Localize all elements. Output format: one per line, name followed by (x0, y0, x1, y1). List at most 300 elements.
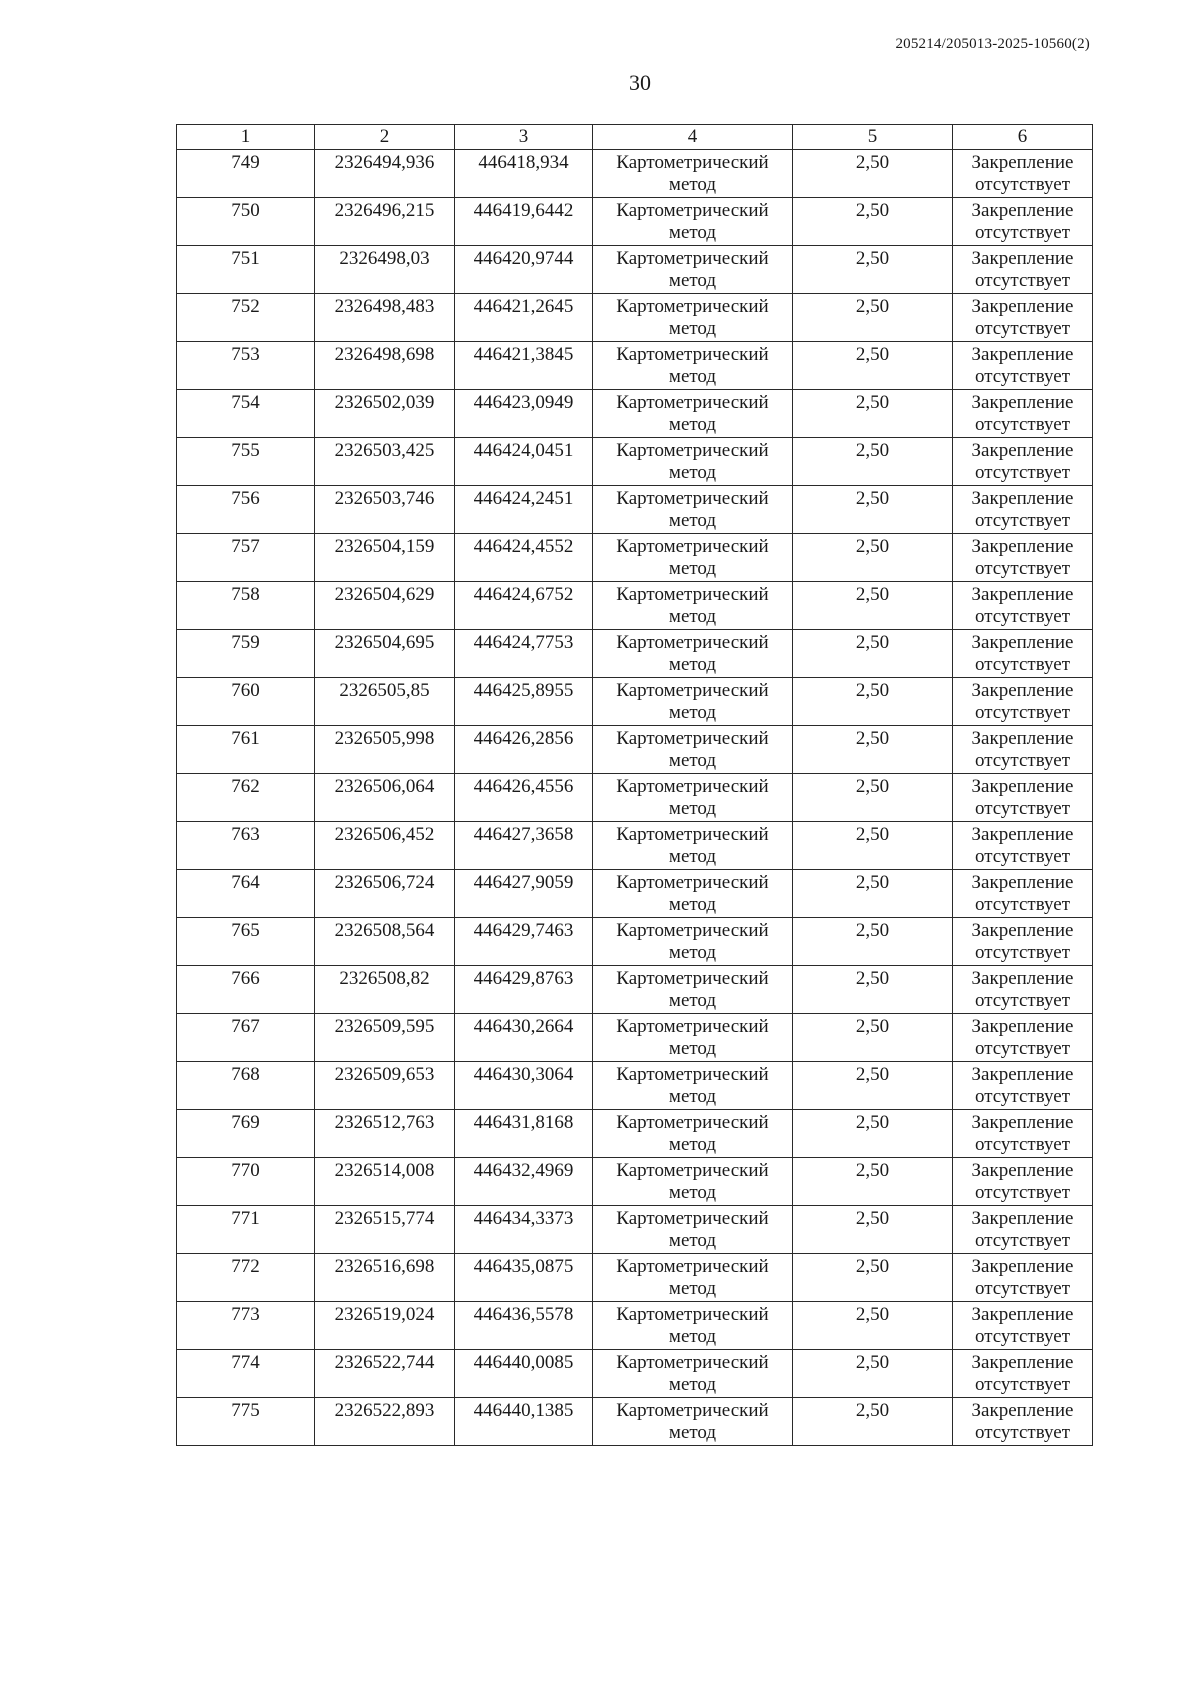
method-cell (593, 1302, 793, 1350)
method-line-1: Картометрический (616, 1112, 769, 1133)
table-body (177, 150, 1093, 1446)
fixing-line-2: отсутствует (974, 1374, 1071, 1395)
fixing-line-1: Закрепление (971, 1160, 1074, 1181)
x-coordinate-cell: 2326509,595 (315, 1014, 455, 1062)
fixing-cell (953, 1350, 1093, 1398)
point-number-cell: 755 (177, 438, 315, 486)
table-header (177, 125, 1093, 150)
method-line-2: метод (668, 1134, 717, 1155)
method-line-2: метод (668, 270, 717, 291)
fixing-line-1: Закрепление (971, 1352, 1074, 1373)
fixing-line-1: Закрепление (971, 824, 1074, 845)
method-line-1: Картометрический (616, 776, 769, 797)
x-coordinate-cell: 2326506,724 (315, 870, 455, 918)
fixing-line-2: отсутствует (974, 414, 1071, 435)
fixing-line-2: отсутствует (974, 1182, 1071, 1203)
table-row (177, 198, 1093, 246)
x-coordinate-cell: 2326508,82 (315, 966, 455, 1014)
method-cell (593, 1350, 793, 1398)
accuracy-cell: 2,50 (793, 534, 953, 582)
y-coordinate-cell: 446429,8763 (455, 966, 593, 1014)
method-line-2: метод (668, 414, 717, 435)
method-line-2: метод (668, 990, 717, 1011)
point-number-cell: 770 (177, 1158, 315, 1206)
y-coordinate-cell: 446419,6442 (455, 198, 593, 246)
method-line-2: метод (668, 942, 717, 963)
method-cell (593, 966, 793, 1014)
method-line-1: Картометрический (616, 296, 769, 317)
y-coordinate-cell: 446424,4552 (455, 534, 593, 582)
method-line-1: Картометрический (616, 1400, 769, 1421)
fixing-line-1: Закрепление (971, 872, 1074, 893)
column-header: 4 (593, 125, 793, 150)
accuracy-cell: 2,50 (793, 1302, 953, 1350)
point-number-cell: 759 (177, 630, 315, 678)
fixing-cell (953, 582, 1093, 630)
coordinates-table (176, 124, 1093, 1446)
table-row (177, 1062, 1093, 1110)
point-number-cell: 767 (177, 1014, 315, 1062)
method-line-2: метод (668, 462, 717, 483)
point-number-cell: 750 (177, 198, 315, 246)
method-line-2: метод (668, 654, 717, 675)
y-coordinate-cell: 446434,3373 (455, 1206, 593, 1254)
method-cell (593, 342, 793, 390)
header-row (177, 125, 1093, 150)
table-row (177, 246, 1093, 294)
point-number-cell: 754 (177, 390, 315, 438)
method-cell (593, 438, 793, 486)
fixing-cell (953, 630, 1093, 678)
fixing-line-1: Закрепление (971, 1064, 1074, 1085)
method-line-2: метод (668, 1086, 717, 1107)
fixing-cell (953, 1158, 1093, 1206)
method-cell (593, 390, 793, 438)
method-cell (593, 678, 793, 726)
fixing-line-1: Закрепление (971, 920, 1074, 941)
method-cell (593, 1158, 793, 1206)
table-row (177, 486, 1093, 534)
accuracy-cell: 2,50 (793, 390, 953, 438)
point-number-cell: 762 (177, 774, 315, 822)
x-coordinate-cell: 2326504,159 (315, 534, 455, 582)
x-coordinate-cell: 2326498,03 (315, 246, 455, 294)
method-line-2: метод (668, 1374, 717, 1395)
x-coordinate-cell: 2326505,998 (315, 726, 455, 774)
accuracy-cell: 2,50 (793, 1254, 953, 1302)
point-number-cell: 772 (177, 1254, 315, 1302)
fixing-line-1: Закрепление (971, 1304, 1074, 1325)
fixing-cell (953, 246, 1093, 294)
table-row (177, 1206, 1093, 1254)
fixing-line-2: отсутствует (974, 606, 1071, 627)
y-coordinate-cell: 446423,0949 (455, 390, 593, 438)
fixing-line-1: Закрепление (971, 344, 1074, 365)
y-coordinate-cell: 446427,9059 (455, 870, 593, 918)
y-coordinate-cell: 446435,0875 (455, 1254, 593, 1302)
method-cell (593, 726, 793, 774)
y-coordinate-cell: 446421,3845 (455, 342, 593, 390)
point-number-cell: 763 (177, 822, 315, 870)
point-number-cell: 771 (177, 1206, 315, 1254)
fixing-line-2: отсутствует (974, 990, 1071, 1011)
method-cell (593, 918, 793, 966)
fixing-line-2: отсутствует (974, 750, 1071, 771)
x-coordinate-cell: 2326505,85 (315, 678, 455, 726)
point-number-cell: 751 (177, 246, 315, 294)
fixing-cell (953, 918, 1093, 966)
table-row (177, 150, 1093, 198)
method-cell (593, 822, 793, 870)
y-coordinate-cell: 446424,6752 (455, 582, 593, 630)
accuracy-cell: 2,50 (793, 726, 953, 774)
point-number-cell: 749 (177, 150, 315, 198)
point-number-cell: 764 (177, 870, 315, 918)
method-line-1: Картометрический (616, 824, 769, 845)
method-line-2: метод (668, 606, 717, 627)
fixing-cell (953, 1110, 1093, 1158)
y-coordinate-cell: 446430,2664 (455, 1014, 593, 1062)
y-coordinate-cell: 446440,1385 (455, 1398, 593, 1446)
accuracy-cell: 2,50 (793, 294, 953, 342)
table-row (177, 534, 1093, 582)
accuracy-cell: 2,50 (793, 918, 953, 966)
fixing-line-2: отсутствует (974, 1230, 1071, 1251)
method-line-1: Картометрический (616, 392, 769, 413)
fixing-line-1: Закрепление (971, 632, 1074, 653)
table-row (177, 582, 1093, 630)
method-line-1: Картометрический (616, 680, 769, 701)
point-number-cell: 775 (177, 1398, 315, 1446)
method-line-2: метод (668, 558, 717, 579)
method-line-1: Картометрический (616, 200, 769, 221)
column-header: 5 (793, 125, 953, 150)
method-line-1: Картометрический (616, 248, 769, 269)
fixing-cell (953, 1206, 1093, 1254)
fixing-cell (953, 870, 1093, 918)
method-line-1: Картометрический (616, 152, 769, 173)
table-row (177, 1014, 1093, 1062)
table-row (177, 726, 1093, 774)
y-coordinate-cell: 446427,3658 (455, 822, 593, 870)
method-line-1: Картометрический (616, 536, 769, 557)
accuracy-cell: 2,50 (793, 342, 953, 390)
y-coordinate-cell: 446426,4556 (455, 774, 593, 822)
y-coordinate-cell: 446426,2856 (455, 726, 593, 774)
point-number-cell: 774 (177, 1350, 315, 1398)
x-coordinate-cell: 2326504,695 (315, 630, 455, 678)
y-coordinate-cell: 446420,9744 (455, 246, 593, 294)
accuracy-cell: 2,50 (793, 150, 953, 198)
fixing-line-1: Закрепление (971, 392, 1074, 413)
fixing-cell (953, 966, 1093, 1014)
fixing-line-1: Закрепление (971, 488, 1074, 509)
accuracy-cell: 2,50 (793, 1014, 953, 1062)
method-cell (593, 486, 793, 534)
table-row (177, 1302, 1093, 1350)
method-cell (593, 774, 793, 822)
accuracy-cell: 2,50 (793, 870, 953, 918)
y-coordinate-cell: 446424,0451 (455, 438, 593, 486)
fixing-line-1: Закрепление (971, 200, 1074, 221)
column-header: 2 (315, 125, 455, 150)
point-number-cell: 757 (177, 534, 315, 582)
accuracy-cell: 2,50 (793, 486, 953, 534)
table-row (177, 822, 1093, 870)
fixing-line-2: отсутствует (974, 318, 1071, 339)
fixing-line-1: Закрепление (971, 296, 1074, 317)
fixing-line-2: отсутствует (974, 798, 1071, 819)
x-coordinate-cell: 2326494,936 (315, 150, 455, 198)
x-coordinate-cell: 2326502,039 (315, 390, 455, 438)
method-line-1: Картометрический (616, 872, 769, 893)
fixing-line-1: Закрепление (971, 584, 1074, 605)
table-row (177, 966, 1093, 1014)
y-coordinate-cell: 446429,7463 (455, 918, 593, 966)
method-line-1: Картометрический (616, 632, 769, 653)
fixing-cell (953, 1302, 1093, 1350)
y-coordinate-cell: 446440,0085 (455, 1350, 593, 1398)
method-line-2: метод (668, 702, 717, 723)
method-cell (593, 870, 793, 918)
fixing-cell (953, 774, 1093, 822)
point-number-cell: 765 (177, 918, 315, 966)
accuracy-cell: 2,50 (793, 198, 953, 246)
fixing-line-1: Закрепление (971, 680, 1074, 701)
table-row (177, 678, 1093, 726)
method-cell (593, 1014, 793, 1062)
fixing-cell (953, 294, 1093, 342)
accuracy-cell: 2,50 (793, 630, 953, 678)
method-line-1: Картометрический (616, 488, 769, 509)
point-number-cell: 756 (177, 486, 315, 534)
x-coordinate-cell: 2326498,483 (315, 294, 455, 342)
fixing-line-2: отсутствует (974, 270, 1071, 291)
accuracy-cell: 2,50 (793, 1350, 953, 1398)
table-row (177, 918, 1093, 966)
method-line-2: метод (668, 798, 717, 819)
fixing-cell (953, 534, 1093, 582)
accuracy-cell: 2,50 (793, 678, 953, 726)
method-cell (593, 198, 793, 246)
method-line-2: метод (668, 1038, 717, 1059)
table-row (177, 1398, 1093, 1446)
method-line-2: метод (668, 174, 717, 195)
table-row (177, 1110, 1093, 1158)
fixing-cell (953, 486, 1093, 534)
accuracy-cell: 2,50 (793, 582, 953, 630)
method-line-2: метод (668, 1230, 717, 1251)
x-coordinate-cell: 2326506,064 (315, 774, 455, 822)
method-line-1: Картометрический (616, 1016, 769, 1037)
method-line-1: Картометрический (616, 1064, 769, 1085)
method-cell (593, 1254, 793, 1302)
method-line-2: метод (668, 846, 717, 867)
fixing-cell (953, 390, 1093, 438)
table-row (177, 774, 1093, 822)
fixing-line-1: Закрепление (971, 776, 1074, 797)
x-coordinate-cell: 2326512,763 (315, 1110, 455, 1158)
method-line-2: метод (668, 894, 717, 915)
method-line-2: метод (668, 222, 717, 243)
fixing-line-1: Закрепление (971, 152, 1074, 173)
y-coordinate-cell: 446418,934 (455, 150, 593, 198)
fixing-cell (953, 1062, 1093, 1110)
method-line-2: метод (668, 1278, 717, 1299)
fixing-line-2: отсутствует (974, 366, 1071, 387)
fixing-line-2: отсутствует (974, 510, 1071, 531)
table-row (177, 870, 1093, 918)
fixing-line-1: Закрепление (971, 440, 1074, 461)
x-coordinate-cell: 2326515,774 (315, 1206, 455, 1254)
method-cell (593, 582, 793, 630)
fixing-cell (953, 1398, 1093, 1446)
x-coordinate-cell: 2326509,653 (315, 1062, 455, 1110)
x-coordinate-cell: 2326496,215 (315, 198, 455, 246)
method-line-2: метод (668, 510, 717, 531)
y-coordinate-cell: 446431,8168 (455, 1110, 593, 1158)
fixing-cell (953, 726, 1093, 774)
fixing-cell (953, 198, 1093, 246)
point-number-cell: 766 (177, 966, 315, 1014)
fixing-line-1: Закрепление (971, 1112, 1074, 1133)
method-cell (593, 294, 793, 342)
fixing-line-1: Закрепление (971, 968, 1074, 989)
y-coordinate-cell: 446430,3064 (455, 1062, 593, 1110)
point-number-cell: 758 (177, 582, 315, 630)
fixing-line-2: отсутствует (974, 462, 1071, 483)
fixing-cell (953, 438, 1093, 486)
table-row (177, 342, 1093, 390)
y-coordinate-cell: 446421,2645 (455, 294, 593, 342)
accuracy-cell: 2,50 (793, 246, 953, 294)
table-row (177, 294, 1093, 342)
fixing-line-2: отсутствует (974, 222, 1071, 243)
method-line-1: Картометрический (616, 1208, 769, 1229)
method-line-2: метод (668, 366, 717, 387)
fixing-line-1: Закрепление (971, 1400, 1074, 1421)
y-coordinate-cell: 446436,5578 (455, 1302, 593, 1350)
y-coordinate-cell: 446424,2451 (455, 486, 593, 534)
fixing-line-2: отсутствует (974, 1086, 1071, 1107)
x-coordinate-cell: 2326522,744 (315, 1350, 455, 1398)
fixing-line-1: Закрепление (971, 728, 1074, 749)
method-line-1: Картометрический (616, 920, 769, 941)
table-row (177, 630, 1093, 678)
method-line-1: Картометрический (616, 1352, 769, 1373)
fixing-line-2: отсутствует (974, 1422, 1071, 1443)
method-line-1: Картометрический (616, 1160, 769, 1181)
fixing-line-1: Закрепление (971, 1016, 1074, 1037)
y-coordinate-cell: 446424,7753 (455, 630, 593, 678)
fixing-line-2: отсутствует (974, 702, 1071, 723)
method-cell (593, 1398, 793, 1446)
y-coordinate-cell: 446425,8955 (455, 678, 593, 726)
x-coordinate-cell: 2326519,024 (315, 1302, 455, 1350)
accuracy-cell: 2,50 (793, 1398, 953, 1446)
table-row (177, 438, 1093, 486)
method-cell (593, 246, 793, 294)
x-coordinate-cell: 2326504,629 (315, 582, 455, 630)
method-cell (593, 630, 793, 678)
accuracy-cell: 2,50 (793, 438, 953, 486)
fixing-line-2: отсутствует (974, 942, 1071, 963)
point-number-cell: 768 (177, 1062, 315, 1110)
point-number-cell: 760 (177, 678, 315, 726)
method-cell (593, 1110, 793, 1158)
method-line-1: Картометрический (616, 1256, 769, 1277)
method-cell (593, 150, 793, 198)
accuracy-cell: 2,50 (793, 1062, 953, 1110)
fixing-cell (953, 342, 1093, 390)
point-number-cell: 752 (177, 294, 315, 342)
x-coordinate-cell: 2326506,452 (315, 822, 455, 870)
fixing-line-2: отсутствует (974, 654, 1071, 675)
method-line-1: Картометрический (616, 728, 769, 749)
fixing-cell (953, 150, 1093, 198)
x-coordinate-cell: 2326516,698 (315, 1254, 455, 1302)
method-cell (593, 1206, 793, 1254)
x-coordinate-cell: 2326503,425 (315, 438, 455, 486)
method-cell (593, 1062, 793, 1110)
method-line-2: метод (668, 1422, 717, 1443)
method-line-2: метод (668, 318, 717, 339)
fixing-line-2: отсутствует (974, 1326, 1071, 1347)
fixing-line-1: Закрепление (971, 248, 1074, 269)
accuracy-cell: 2,50 (793, 774, 953, 822)
fixing-cell (953, 822, 1093, 870)
fixing-line-1: Закрепление (971, 1208, 1074, 1229)
fixing-line-2: отсутствует (974, 558, 1071, 579)
coordinates-table-container (176, 124, 1092, 1446)
column-header: 6 (953, 125, 1093, 150)
fixing-cell (953, 1254, 1093, 1302)
fixing-line-1: Закрепление (971, 536, 1074, 557)
point-number-cell: 769 (177, 1110, 315, 1158)
x-coordinate-cell: 2326522,893 (315, 1398, 455, 1446)
method-line-2: метод (668, 1326, 717, 1347)
y-coordinate-cell: 446432,4969 (455, 1158, 593, 1206)
document-number: 205214/205013-2025-10560(2) (895, 36, 1090, 52)
fixing-cell (953, 1014, 1093, 1062)
x-coordinate-cell: 2326503,746 (315, 486, 455, 534)
fixing-cell (953, 678, 1093, 726)
method-line-1: Картометрический (616, 344, 769, 365)
method-line-1: Картометрический (616, 440, 769, 461)
accuracy-cell: 2,50 (793, 1110, 953, 1158)
method-line-2: метод (668, 750, 717, 771)
accuracy-cell: 2,50 (793, 966, 953, 1014)
table-row (177, 390, 1093, 438)
fixing-line-2: отсутствует (974, 1278, 1071, 1299)
accuracy-cell: 2,50 (793, 1158, 953, 1206)
accuracy-cell: 2,50 (793, 1206, 953, 1254)
column-header: 1 (177, 125, 315, 150)
table-row (177, 1158, 1093, 1206)
fixing-line-2: отсутствует (974, 174, 1071, 195)
fixing-line-2: отсутствует (974, 894, 1071, 915)
method-line-1: Картометрический (616, 1304, 769, 1325)
column-header: 3 (455, 125, 593, 150)
method-line-2: метод (668, 1182, 717, 1203)
fixing-line-2: отсутствует (974, 1134, 1071, 1155)
point-number-cell: 773 (177, 1302, 315, 1350)
method-cell (593, 534, 793, 582)
point-number-cell: 761 (177, 726, 315, 774)
table-row (177, 1254, 1093, 1302)
fixing-line-1: Закрепление (971, 1256, 1074, 1277)
method-line-1: Картометрический (616, 968, 769, 989)
